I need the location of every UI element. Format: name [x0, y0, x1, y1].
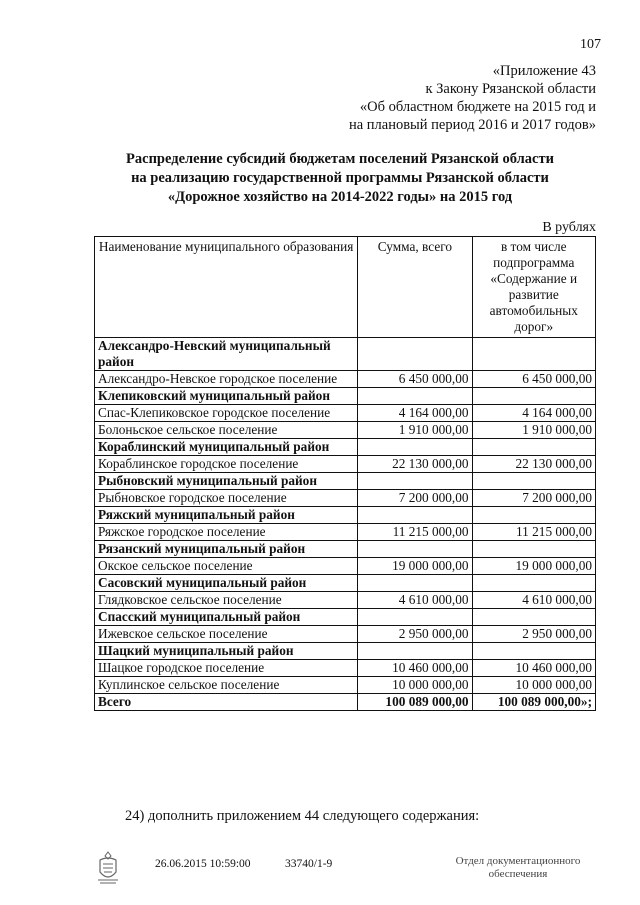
cell-sum [358, 338, 472, 371]
cell-name: Александро-Невское городское поселение [95, 371, 358, 388]
cell-sum [358, 388, 472, 405]
footer-dept-line-1: Отдел документационного [455, 855, 581, 867]
table-row [95, 371, 596, 388]
footer-code: 33740/1-9 [285, 858, 333, 870]
district-row [95, 507, 596, 524]
cell-name: Окское сельское поселение [95, 558, 358, 575]
cell-name: Куплинское сельское поселение [95, 677, 358, 694]
table-row [95, 660, 596, 677]
district-row [95, 439, 596, 456]
appendix-line-4: на плановый период 2016 и 2017 годов» [348, 117, 596, 133]
cell-subprogram: 19 000 000,00 [472, 558, 595, 575]
crest-icon [94, 850, 122, 886]
footer-date: 26.06.2015 10:59:00 [155, 858, 251, 870]
district-row [95, 643, 596, 660]
cell-name: Шацкий муниципальный район [95, 643, 358, 660]
table-row [95, 592, 596, 609]
table-row [95, 626, 596, 643]
cell-sum: 7 200 000,00 [358, 490, 472, 507]
cell-name: Ижевское сельское поселение [95, 626, 358, 643]
cell-sum [358, 575, 472, 592]
units-label: В рублях [542, 220, 596, 235]
cell-subprogram [472, 338, 595, 371]
cell-subprogram [472, 643, 595, 660]
subsidy-table [94, 236, 596, 711]
district-row [95, 338, 596, 371]
district-row [95, 473, 596, 490]
cell-sum [358, 609, 472, 626]
cell-name: Клепиковский муниципальный район [95, 388, 358, 405]
cell-sum [358, 643, 472, 660]
cell-name: Кораблинский муниципальный район [95, 439, 358, 456]
cell-sum: 1 910 000,00 [358, 422, 472, 439]
cell-sum: 4 164 000,00 [358, 405, 472, 422]
title-line-3: «Дорожное хозяйство на 2014-2022 годы» на 2015 год [167, 189, 513, 205]
total-row [95, 694, 596, 711]
appendix-line-1: «Приложение 43 [492, 63, 596, 79]
header-name: Наименование муниципального образования [95, 237, 358, 338]
header-subprogram: в том числе подпрограмма «Содержание и развитие автомобильных дорог» [472, 237, 595, 338]
cell-subprogram [472, 575, 595, 592]
cell-sum: 22 130 000,00 [358, 456, 472, 473]
cell-sum [358, 507, 472, 524]
cell-name: Спас-Клепиковское городское поселение [95, 405, 358, 422]
table-row [95, 422, 596, 439]
cell-subprogram: 7 200 000,00 [472, 490, 595, 507]
cell-sum: 4 610 000,00 [358, 592, 472, 609]
document-title [80, 150, 600, 207]
cell-subprogram: 2 950 000,00 [472, 626, 595, 643]
cell-sum: 6 450 000,00 [358, 371, 472, 388]
cell-name: Сасовский муниципальный район [95, 575, 358, 592]
cell-subprogram: 10 460 000,00 [472, 660, 595, 677]
page-number: 107 [580, 37, 601, 52]
cell-name: Глядковское сельское поселение [95, 592, 358, 609]
district-row [95, 609, 596, 626]
cell-subprogram [472, 439, 595, 456]
cell-sum [358, 439, 472, 456]
cell-subprogram: 22 130 000,00 [472, 456, 595, 473]
title-line-1: Распределение субсидий бюджетам поселений Рязанской области [126, 151, 554, 167]
table-row [95, 405, 596, 422]
table-body [95, 338, 596, 711]
cell-name: Ряжское городское поселение [95, 524, 358, 541]
table-row [95, 456, 596, 473]
table-row [95, 524, 596, 541]
cell-name: Ряжский муниципальный район [95, 507, 358, 524]
title-line-2: на реализацию государственной программы Рязанской области [131, 170, 549, 186]
amendment-text: 24) дополнить приложением 44 следующего содержания: [125, 808, 480, 824]
cell-sum: 19 000 000,00 [358, 558, 472, 575]
cell-subprogram: 4 164 000,00 [472, 405, 595, 422]
cell-name: Болоньское сельское поселение [95, 422, 358, 439]
table-header-row [95, 237, 596, 338]
cell-sum: 2 950 000,00 [358, 626, 472, 643]
cell-name: Рыбновское городское поселение [95, 490, 358, 507]
cell-name: Шацкое городское поселение [95, 660, 358, 677]
cell-subprogram [472, 609, 595, 626]
appendix-header [349, 62, 596, 134]
total-sum: 100 089 000,00 [358, 694, 472, 711]
appendix-line-3: «Об областном бюджете на 2015 год и [359, 99, 596, 115]
cell-sum: 11 215 000,00 [358, 524, 472, 541]
cell-subprogram: 10 000 000,00 [472, 677, 595, 694]
cell-subprogram: 6 450 000,00 [472, 371, 595, 388]
cell-subprogram: 1 910 000,00 [472, 422, 595, 439]
district-row [95, 541, 596, 558]
cell-sum [358, 473, 472, 490]
district-row [95, 388, 596, 405]
cell-subprogram [472, 507, 595, 524]
district-row [95, 575, 596, 592]
footer-department [448, 855, 588, 881]
cell-name: Александро-Невский муниципальный район [95, 338, 358, 371]
table-row [95, 490, 596, 507]
appendix-line-2: к Закону Рязанской области [425, 81, 596, 97]
cell-sum: 10 000 000,00 [358, 677, 472, 694]
cell-name: Рыбновский муниципальный район [95, 473, 358, 490]
table-row [95, 558, 596, 575]
cell-sum: 10 460 000,00 [358, 660, 472, 677]
total-subprogram: 100 089 000,00»; [472, 694, 595, 711]
cell-subprogram: 4 610 000,00 [472, 592, 595, 609]
total-label: Всего [95, 694, 358, 711]
footer-dept-line-2: обеспечения [488, 868, 548, 880]
cell-name: Кораблинское городское поселение [95, 456, 358, 473]
cell-name: Спасский муниципальный район [95, 609, 358, 626]
cell-subprogram [472, 541, 595, 558]
cell-subprogram [472, 473, 595, 490]
cell-sum [358, 541, 472, 558]
table-row [95, 677, 596, 694]
cell-subprogram [472, 388, 595, 405]
cell-subprogram: 11 215 000,00 [472, 524, 595, 541]
header-sum: Сумма, всего [358, 237, 472, 338]
cell-name: Рязанский муниципальный район [95, 541, 358, 558]
